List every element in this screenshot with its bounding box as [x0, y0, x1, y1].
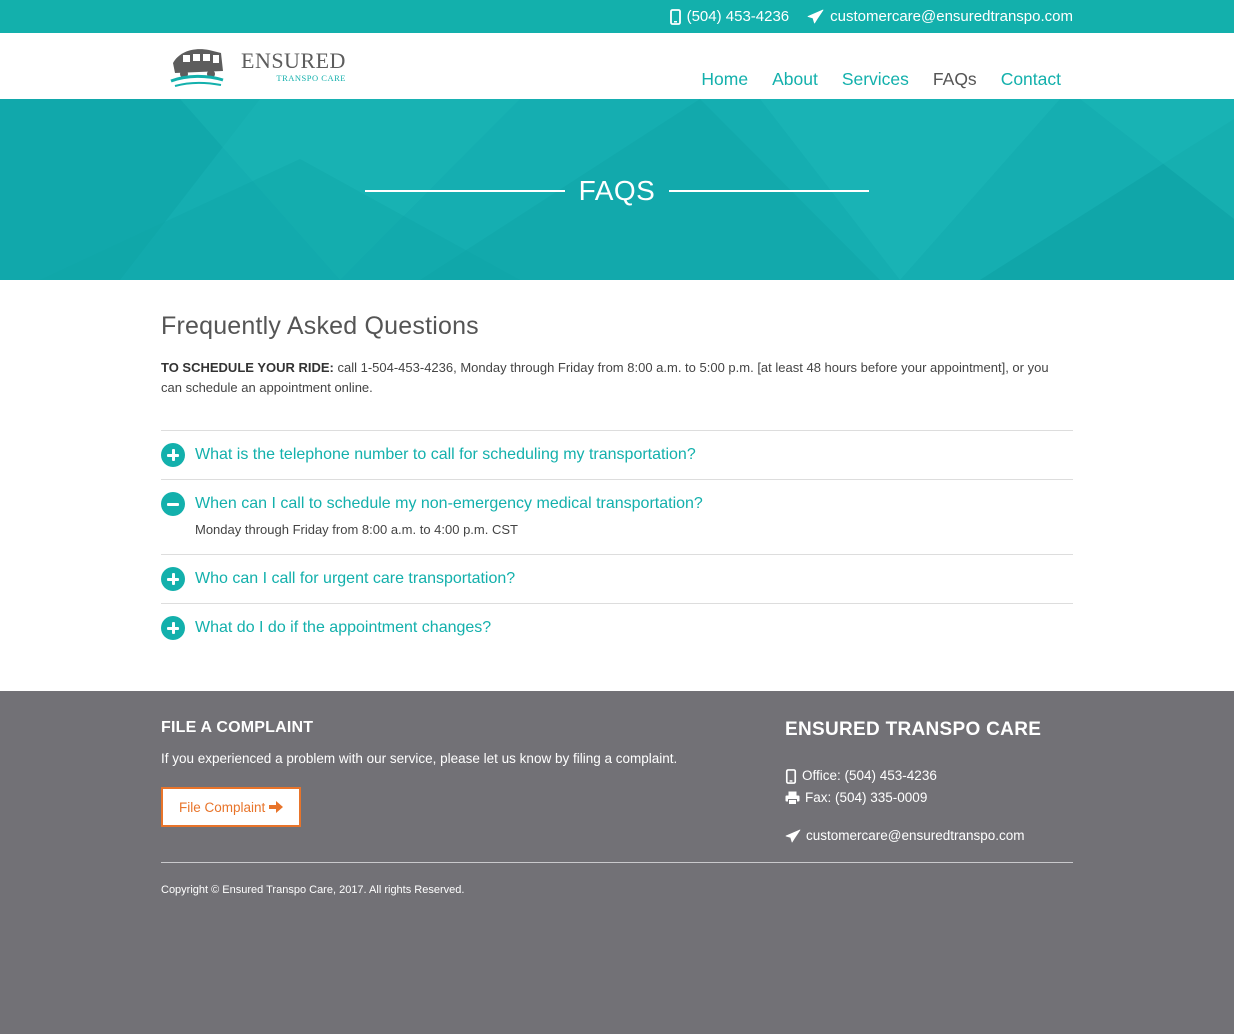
banner-title: FAQS: [578, 175, 656, 206]
footer-email[interactable]: [785, 825, 1041, 847]
copyright: Copyright © Ensured Transpo Care, 2017. All rights Reserved.: [161, 884, 465, 896]
paper-plane-icon: [785, 829, 801, 843]
plus-circle-icon: [161, 567, 185, 591]
footer-brand: ENSURED TRANSPO CARE: [785, 719, 1042, 740]
faq-question: What is the telephone number to call for scheduling my transportation?: [195, 446, 696, 463]
bus-logo-icon: [169, 43, 225, 89]
mobile-phone-icon: [785, 769, 797, 784]
topbar-email-text: customercare@ensuredtranspo.com: [830, 8, 1073, 25]
faq-toggle[interactable]: [161, 604, 1073, 652]
intro-label: TO SCHEDULE YOUR RIDE:: [161, 360, 334, 375]
faq-accordion: [161, 430, 1073, 652]
faq-item: [161, 555, 1073, 604]
faq-item: [161, 480, 1073, 555]
topbar-phone[interactable]: [670, 8, 790, 25]
paper-plane-icon: [807, 9, 824, 24]
intro-text: call 1-504-453-4236, Monday through Friday from 8:00 a.m. to 5:00 p.m. [at least 48 hours before your appointment], or you can schedule an appointment online.: [161, 360, 1049, 395]
faq-question: Who can I call for urgent care transportation?: [195, 570, 516, 587]
complaint-block: [161, 719, 677, 827]
nav-contact[interactable]: Contact: [1000, 69, 1061, 89]
faq-item: [161, 431, 1073, 480]
main-nav: [701, 69, 1061, 90]
site-footer: [0, 691, 1234, 1034]
footer-fax-text: Fax: (504) 335-0009: [805, 790, 928, 805]
banner-rule-right: [669, 190, 869, 192]
top-contact-bar: [0, 0, 1234, 33]
faq-question: When can I call to schedule my non-emergency medical transportation?: [195, 495, 703, 512]
faq-toggle[interactable]: [161, 480, 1073, 528]
page-banner: [0, 99, 1234, 280]
footer-fax: [785, 787, 1041, 809]
topbar-email[interactable]: [807, 8, 1073, 25]
footer-office[interactable]: [785, 765, 1041, 787]
site-logo[interactable]: [169, 43, 346, 89]
nav-home[interactable]: Home: [701, 69, 749, 89]
footer-email-text: customercare@ensuredtranspo.com: [806, 828, 1025, 843]
file-complaint-button[interactable]: [161, 787, 301, 827]
plus-circle-icon: [161, 443, 185, 467]
nav-faqs[interactable]: FAQs: [932, 69, 977, 89]
mobile-phone-icon: [670, 9, 681, 25]
page-title: Frequently Asked Questions: [161, 312, 479, 340]
banner-rule-left: [365, 190, 565, 192]
plus-circle-icon: [161, 616, 185, 640]
minus-circle-icon: [161, 492, 185, 516]
footer-divider: [161, 862, 1073, 863]
faq-toggle[interactable]: [161, 555, 1073, 603]
arrow-right-icon: [269, 801, 283, 813]
topbar-phone-text: (504) 453-4236: [686, 8, 790, 25]
logo-subtitle: TRANSPO CARE: [276, 72, 346, 83]
nav-about[interactable]: About: [772, 69, 818, 89]
nav-services[interactable]: Services: [841, 69, 909, 89]
complaint-heading: FILE A COMPLAINT: [161, 719, 314, 736]
faq-section: [161, 280, 1073, 691]
complaint-text: If you experienced a problem with our service, please let us know by filing a complaint.: [161, 751, 678, 766]
contact-block: [785, 719, 1041, 847]
faq-question: What do I do if the appointment changes?: [195, 619, 492, 636]
site-header: [0, 33, 1234, 99]
faq-item: [161, 604, 1073, 652]
banner-title-row: [0, 175, 1234, 207]
faq-toggle[interactable]: [161, 431, 1073, 479]
printer-icon: [785, 791, 800, 805]
faq-answer: Monday through Friday from 8:00 a.m. to 4:00 p.m. CST: [195, 522, 518, 537]
schedule-intro: [161, 358, 1073, 398]
file-complaint-label: File Complaint: [179, 799, 266, 815]
footer-office-text: Office: (504) 453-4236: [802, 768, 937, 783]
logo-name: ENSURED: [241, 47, 346, 73]
